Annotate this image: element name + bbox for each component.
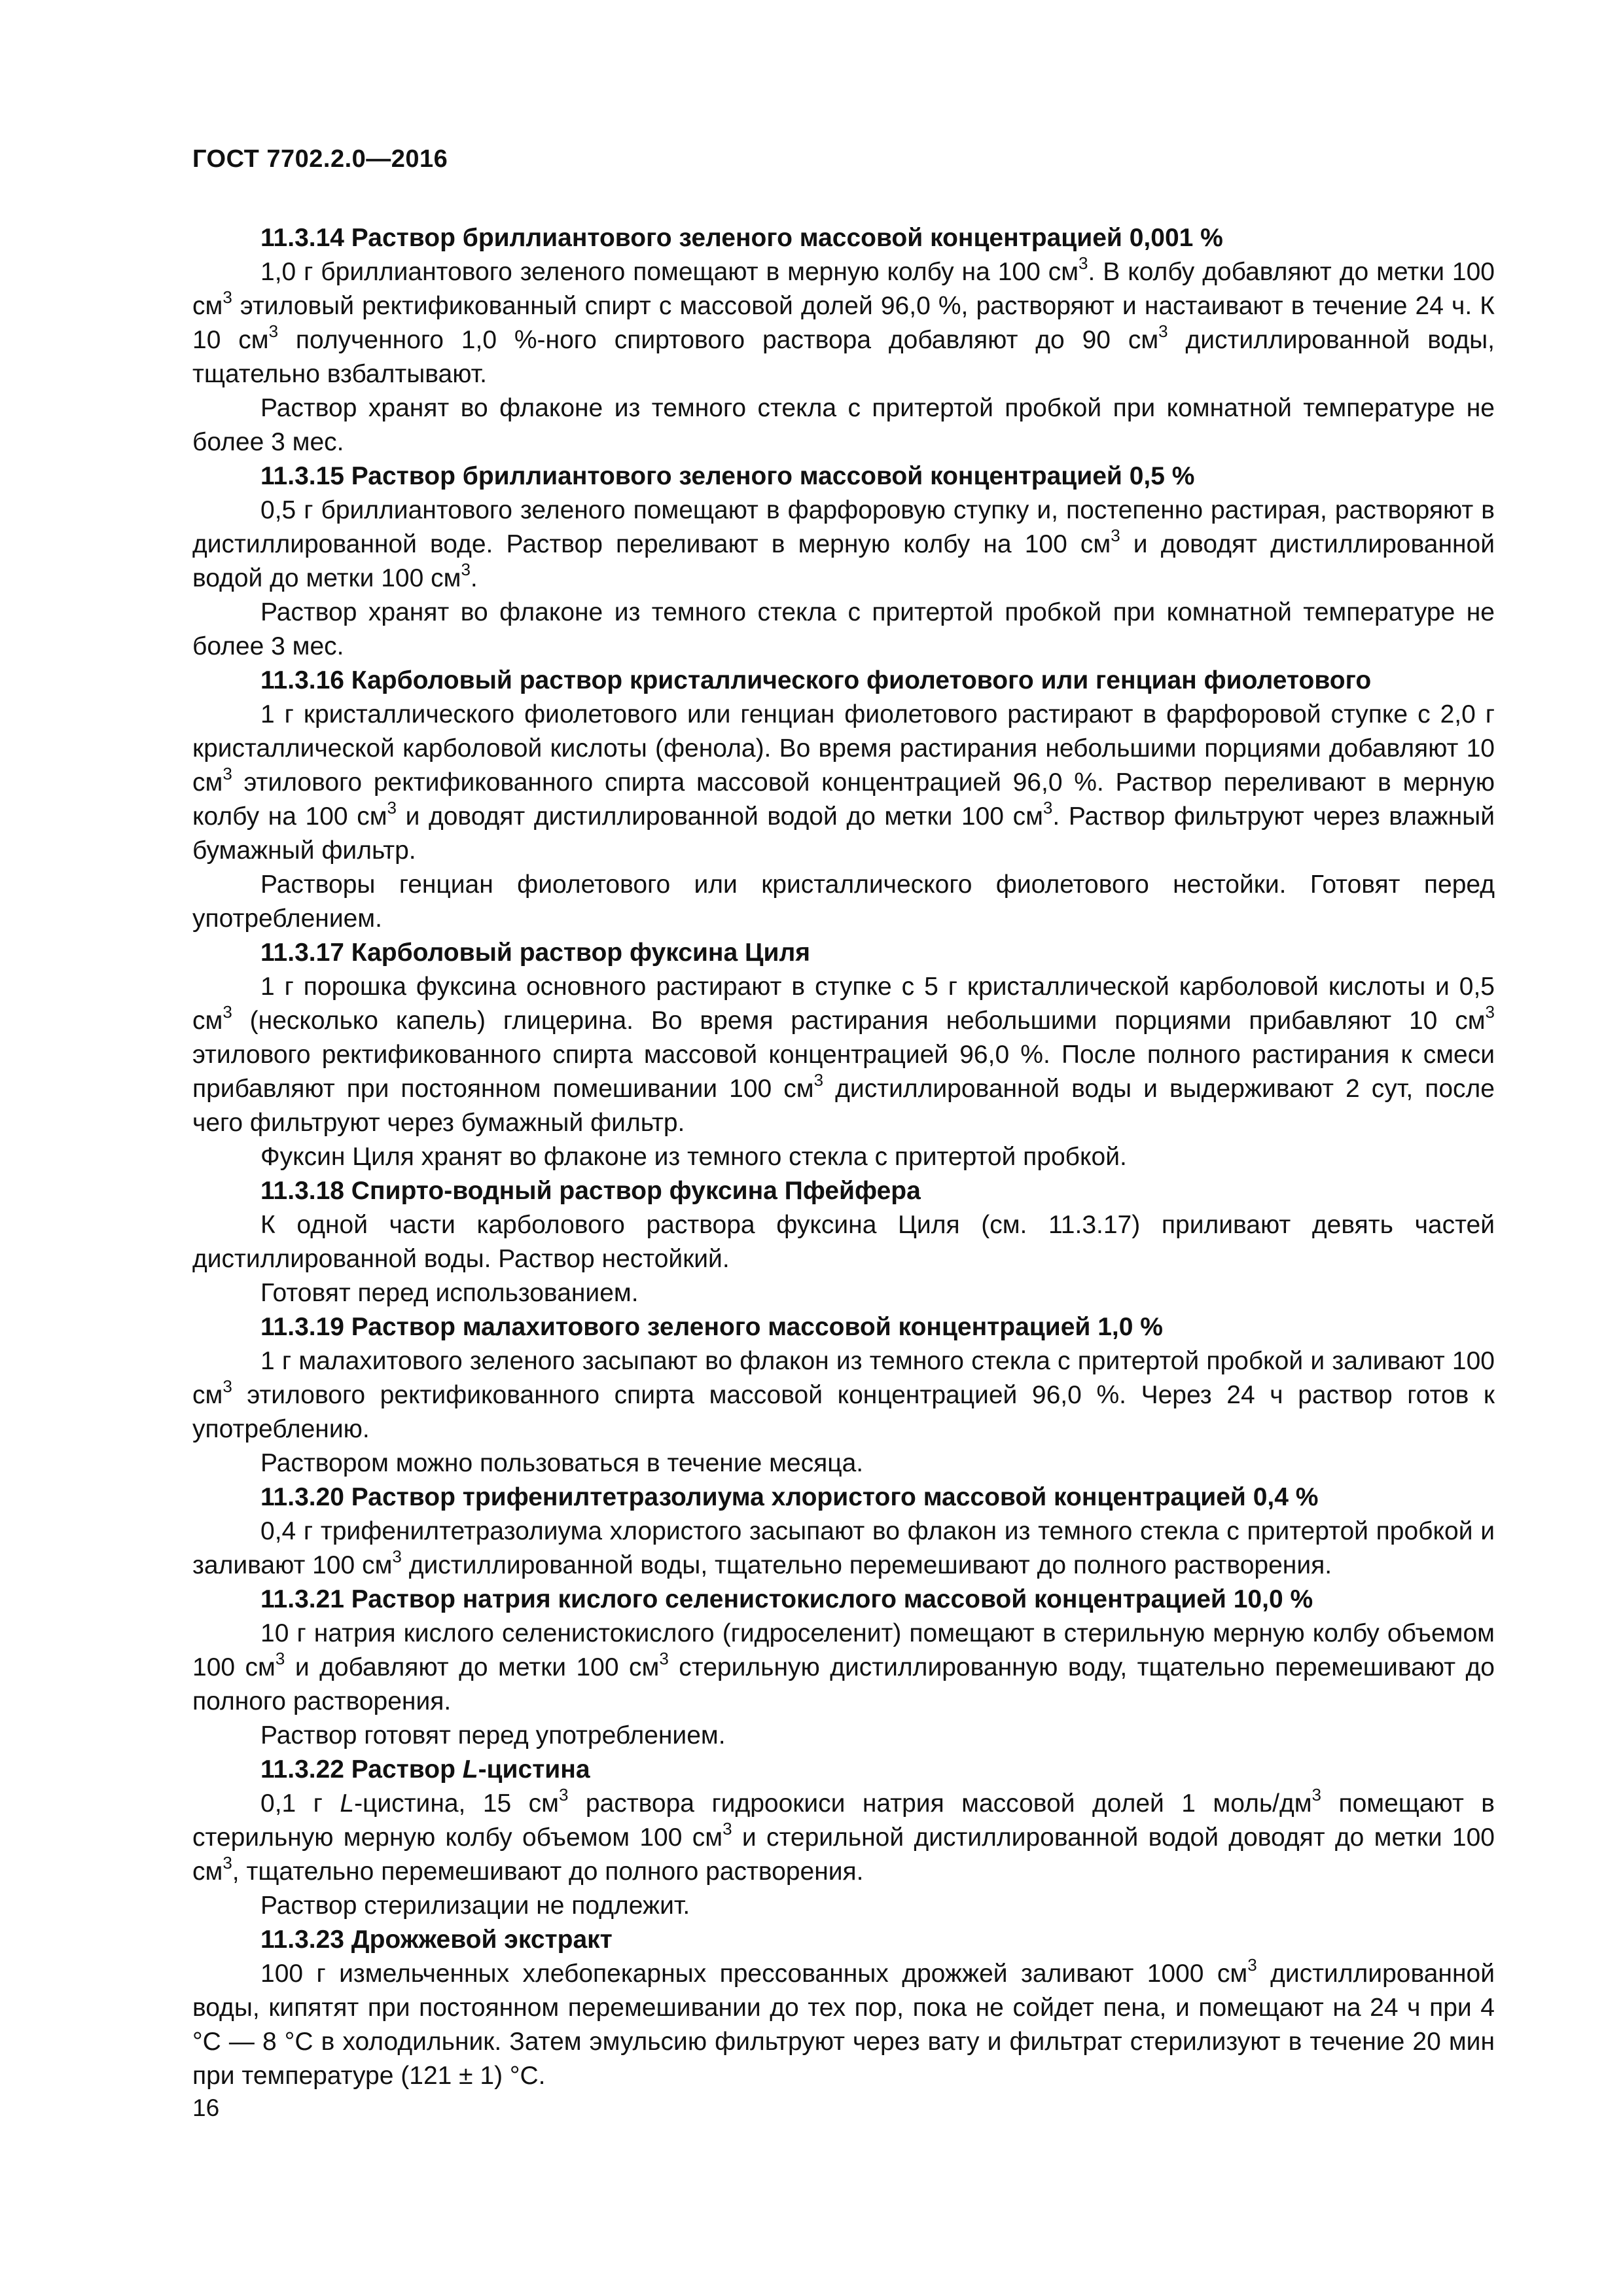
paragraph: 1 г порошка фуксина основного растирают в ступке с 5 г кристаллической карболовой кислоты и 0,5 $см^3$ (несколько капель) глицерина. Во время растирания небольшими порциями прибавляют 10 $см^3$ этилового ректификованного спирта массовой концентрацией 96,0 %. После полного растирания к смеси прибавляют при постоянном помешивании 100 $см^3$ дистиллированной воды и выдерживают 2 сут, после чего фильтруют через бумажный фильтр.: [192, 973, 1495, 1137]
paragraph: 100 г измельченных хлебопекарных прессованных дрожжей заливают 1000 $см^3$ дистиллированной воды, кипятят при постоянном перемешивании до тех пор, пока не сойдет пена, и помещают на 24 ч при 4 °С — 8 °С в холодильник. Затем эмульсию фильтруют через вату и фильтрат стерилизуют в течение 20 мин при температуре (121 ± 1) °С.: [192, 1955, 1495, 2090]
paragraph: Фуксин Циля хранят во флаконе из темного стекла с притертой пробкой.: [260, 1143, 1127, 1171]
section-heading: 11.3.18 Спирто-водный раствор фуксина Пфейфера: [260, 1177, 921, 1205]
page-number: 16: [192, 2094, 220, 2121]
paragraph: Раствор хранят во флаконе из темного стекла с притертой пробкой при комнатной температуре не более 3 мес.: [192, 598, 1495, 660]
section-heading: 11.3.22 Раствор L-цистина: [260, 1755, 590, 1784]
section-heading: 11.3.23 Дрожжевой экстракт: [260, 1926, 613, 1954]
paragraph: Раствором можно пользоваться в течение месяца.: [260, 1449, 864, 1477]
section-heading: 11.3.15 Раствор бриллиантового зеленого массовой концентрацией 0,5 %: [260, 462, 1195, 490]
document-header: ГОСТ 7702.2.0—2016: [192, 145, 448, 173]
paragraph: 0,4 г трифенилтетразолиума хлористого засыпают во флакон из темного стекла с притертой пробкой и заливают 100 $см^3$ дистиллированной воды, тщательно перемешивают до полного растворения.: [192, 1517, 1495, 1579]
paragraph: К одной части карболового раствора фуксина Циля (см. 11.3.17) приливают девять частей дистиллированной воды. Раствор нестойкий.: [192, 1211, 1495, 1273]
section-heading: 11.3.21 Раствор натрия кислого селенистокислого массовой концентрацией 10,0 %: [260, 1585, 1313, 1613]
section-heading: 11.3.19 Раствор малахитового зеленого массовой концентрацией 1,0 %: [260, 1313, 1163, 1341]
section-heading: 11.3.20 Раствор трифенилтетразолиума хлористого массовой концентрацией 0,4 %: [260, 1483, 1319, 1511]
paragraph: Раствор хранят во флаконе из темного стекла с притертой пробкой при комнатной температуре не более 3 мес.: [192, 394, 1495, 456]
document-body: [192, 221, 1495, 2093]
section-heading: 11.3.14 Раствор бриллиантового зеленого массовой концентрацией 0,001 %: [260, 224, 1223, 252]
paragraph: Готовят перед использованием.: [260, 1279, 639, 1307]
paragraph: Раствор стерилизации не подлежит.: [260, 1892, 690, 1920]
paragraph: Раствор готовят перед употреблением.: [260, 1721, 726, 1749]
paragraph: 1 г малахитового зеленого засыпают во флакон из темного стекла с притертой пробкой и заливают 100 $см^3$ этилового ректификованного спирта массовой концентрацией 96,0 %. Через 24 ч раствор готов к употреблению.: [192, 1347, 1495, 1443]
section-heading: 11.3.16 Карболовый раствор кристаллического фиолетового или генциан фиолетового: [260, 666, 1372, 694]
paragraph: 0,5 г бриллиантового зеленого помещают в фарфоровую ступку и, постепенно растирая, растворяют в дистиллированной воде. Раствор переливают в мерную колбу на 100 $см^3$ и доводят дистиллированной водой до метки 100 $см^3$.: [192, 496, 1495, 592]
paragraph: 10 г натрия кислого селенистокислого (гидроселенит) помещают в стерильную мерную колбу объемом 100 $см^3$ и добавляют до метки 100 $см^3$ стерильную дистиллированную воду, тщательно перемешивают до полного растворения.: [192, 1619, 1495, 1715]
paragraph: 1,0 г бриллиантового зеленого помещают в мерную колбу на 100 $см^3$. В колбу добавляют до метки 100 $см^3$ этиловый ректификованный спирт с массовой долей 96,0 %, растворяют и настаивают в течение 24 ч. К 10 $см^3$ полученного 1,0 %-ного спиртового раствора добавляют до 90 $см^3$ дистиллированной воды, тщательно взбалтывают.: [192, 253, 1495, 388]
paragraph: 0,1 г L-цистина, 15 $см^3$ раствора гидроокиси натрия массовой долей 1 моль/$дм^3$ помещают в стерильную мерную колбу объемом 100 $см^3$ и стерильной дистиллированной водой доводят до метки 100 $см^3$, тщательно перемешивают до полного растворения.: [192, 1785, 1495, 1886]
paragraph: 1 г кристаллического фиолетового или генциан фиолетового растирают в фарфоровой ступке с 2,0 г кристаллической карболовой кислоты (фенола). Во время растирания небольшими порциями добавляют 10 $см^3$ этилового ректификованного спирта массовой концентрацией 96,0 %. Раствор переливают в мерную колбу на 100 $см^3$ и доводят дистиллированной водой до метки 100 $см^3$. Раствор фильтруют через влажный бумажный фильтр.: [192, 700, 1495, 865]
paragraph: Растворы генциан фиолетового или кристаллического фиолетового нестойки. Готовят перед употреблением.: [192, 870, 1495, 933]
section-heading: 11.3.17 Карболовый раствор фуксина Циля: [260, 939, 811, 967]
